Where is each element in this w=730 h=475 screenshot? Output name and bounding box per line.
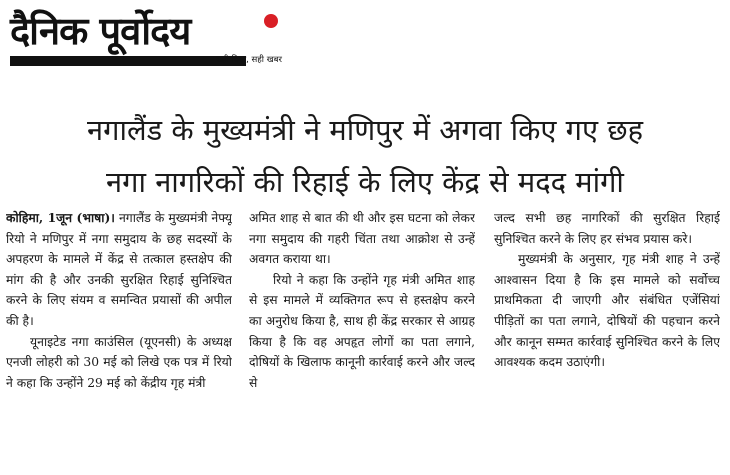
article-paragraph: जल्द सभी छह नागरिकों की सुरक्षित रिहाई सुनिश्चित करने के लिए हर संभव प्रयास करे।: [494, 211, 720, 246]
article-paragraph: रियो ने कहा कि उन्होंने गृह मंत्री अमित शाह से इस मामले में व्यक्तिगत रूप से हस्तक्षेप करने का अनुरोध किया है, साथ ही केंद्र सरकार से आग्रह किया है कि वह अपहृत लोगों का पता लगाने, दोषियों के खिलाफ कानूनी कार्रवाई करने और जल्द से: [249, 272, 475, 390]
article-column-2: [249, 208, 475, 470]
article-paragraph: मुख्यमंत्री के अनुसार, गृह मंत्री शाह ने उन्हें आश्वासन दिया है कि इस मामले को सर्वोच्च प्राथमिकता दी जाएगी और संबंधित एजेंसियां पीड़ितों का पता लगाने, दोषियों की पहचान करने और कानून सम्मत कार्रवाई सुनिश्चित करने के लिए आवश्यक कदम उठाएंगी।: [494, 252, 720, 370]
masthead-tagline: सही दिशा, सही खबर: [216, 55, 282, 65]
article-text: नगालैंड के मुख्यमंत्री नेफ्यू रियो ने मणिपुर में नगा समुदाय के छह सदस्यों के अपहरण के मामले में केंद्र से तत्काल हस्तक्षेप की मांग की है और उनकी सुरक्षित रिहाई सुनिश्चित करने के लिए संयम व समन्वित प्रयासों की अपील की है।: [6, 211, 232, 328]
headline-line-2: नगा नागरिकों की रिहाई के लिए केंद्र से मदद मांगी: [106, 165, 624, 199]
article-paragraph: [6, 208, 232, 332]
masthead-dot: [264, 14, 278, 28]
masthead-title: दैनिक पूर्वोदय: [10, 9, 191, 53]
headline-line-1: नगालैंड के मुख्यमंत्री ने मणिपुर में अगवा किए गए छह: [87, 113, 643, 147]
article-paragraph: अमित शाह से बात की थी और इस घटना को लेकर नगा समुदाय की गहरी चिंता तथा आक्रोश से उन्हें अवगत कराया था।: [249, 211, 475, 267]
article-column-3: [494, 208, 720, 470]
article-column-1: [6, 208, 232, 470]
headline: [10, 104, 720, 208]
article-paragraph: यूनाइटेड नगा काउंसिल (यूएनसी) के अध्यक्ष एनजी लोहरी को 30 मई को लिखे एक पत्र में रियो ने कहा कि उन्होंने 29 मई को केंद्रीय गृह मंत्री: [6, 334, 232, 390]
dateline: कोहिमा, 1जून (भाषा)।: [6, 210, 115, 225]
masthead: [10, 6, 280, 72]
